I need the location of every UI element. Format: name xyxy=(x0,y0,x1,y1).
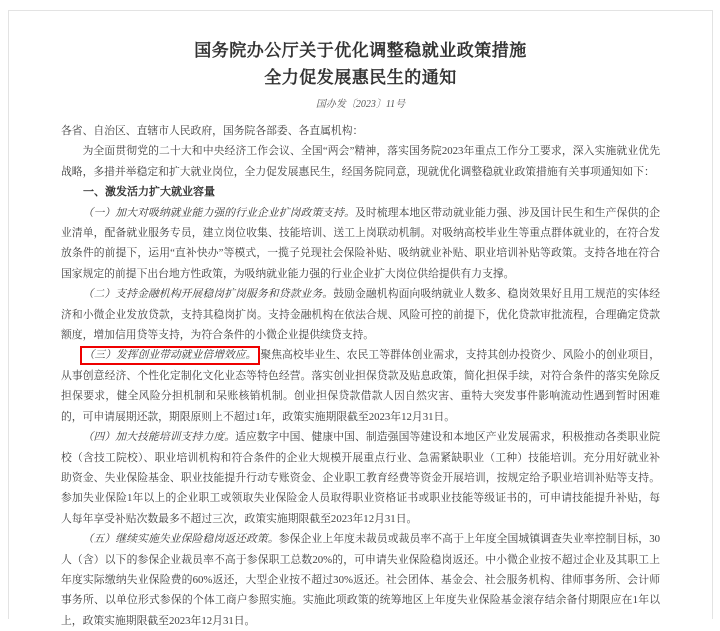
policy-paragraph-5-body: 参保企业上年度未裁员或裁员率不高于上年度全国城镇调查失业率控制目标，30人（含）以下的参保企业裁员率不高于参保职工总数20%的，可申请失业保险稳岗返还。中小微企业按不超过企业及其职工上年度实际缴纳失业保险费的60%返还，大型企业按不超过30%返还。社会团体、基金会、社会服务机构、律师事务所、会计师事务所、以单位形式参保的个体工商户参照实施。实施此项政策的统筹地区上年度失业保险基金滚存结余备付期限应在1年以上，政策实施期限截至2023年12月31日。 xyxy=(61,533,661,627)
title-line-1: 国务院办公厅关于优化调整稳就业政策措施 xyxy=(194,41,527,60)
policy-paragraph-2 xyxy=(61,284,660,345)
highlight-box xyxy=(80,346,261,365)
policy-paragraph-2-body: 鼓励金融机构面向吸纳就业人数多、稳岗效果好且用工规范的实体经济和小微企业发放贷款，支持其稳岗扩岗。支持金融机构在依法合规、风险可控的前提下，优化贷款审批流程，合理确定贷款额度，增加信用贷等支持，为符合条件的小微企业提供续贷支持。 xyxy=(61,288,661,342)
policy-paragraph-4 xyxy=(61,427,660,529)
policy-paragraph-1 xyxy=(61,203,660,285)
policy-paragraph-1-lead: （一）加大对吸纳就业能力强的行业企业扩岗政策支持。 xyxy=(82,206,355,219)
policy-paragraph-5-lead: （五）继续实施失业保险稳岗返还政策。 xyxy=(82,533,279,546)
policy-paragraph-5 xyxy=(61,529,660,631)
title-line-2: 全力促发展惠民生的通知 xyxy=(264,68,457,87)
intro-paragraph: 为全面贯彻党的二十大和中央经济工作会议、全国“两会”精神，落实国务院2023年重点工作分工要求，深入实施就业优先战略，多措并举稳定和扩大就业岗位，全力促发展惠民生，经国务院同意，现就优化调整稳就业政策措施有关事项通知如下： xyxy=(61,145,660,178)
policy-paragraph-2-lead: （二）支持金融机构开展稳岗扩岗服务和贷款业务。 xyxy=(82,288,334,301)
salutation: 各省、自治区、直辖市人民政府，国务院各部委、各直属机构： xyxy=(61,125,364,137)
policy-paragraph-4-lead: （四）加大技能培训支持力度。 xyxy=(82,431,236,444)
document-number: 国办发〔2023〕11号 xyxy=(315,99,406,110)
section-heading-1: 一、激发活力扩大就业容量 xyxy=(83,186,215,199)
policy-paragraph-4-body: 适应数字中国、健康中国、制造强国等建设和本地区产业发展需求，积极推动各类职业院校（含技工院校）、职业培训机构和符合条件的企业大规模开展重点行业、急需紧缺职业（工种）技能培训。充分用好就业补助资金、失业保险基金、职业技能提升行动专账资金、企业职工教育经费等资金开展培训，按规定给予职业培训补贴等支持。参加失业保险1年以上的企业职工或领取失业保险金人员取得职业资格证书或职业技能等级证书的，可申请技能提升补贴，每人每年享受补贴次数最多不超过三次，政策实施期限截至2023年12月31日。 xyxy=(61,431,661,525)
policy-paragraph-3-lead: （三）发挥创业带动就业倍增效应。 xyxy=(83,349,257,362)
document-body xyxy=(61,121,660,631)
document-page xyxy=(8,10,713,627)
page-title xyxy=(61,37,660,91)
policy-paragraph-1-body: 及时梳理本地区带动就业能力强、涉及国计民生和生产保供的企业清单，配备就业服务专员，建立岗位收集、技能培训、送工上岗联动机制。对吸纳高校毕业生等重点群体就业的，在符合发放条件的前提下，运用“直补快办”等模式，一揽子兑现社会保险补贴、吸纳就业补贴、职业培训补贴等政策。支持各地在符合国家规定的前提下出台地方性政策，为吸纳就业能力强的行业企业扩大岗位供给提供有力支撑。 xyxy=(61,206,660,280)
policy-paragraph-3 xyxy=(61,345,660,427)
policy-paragraph-3-body: 聚焦高校毕业生、农民工等群体创业需求，支持其创办投资少、风险小的创业项目，从事创意经济、个性化定制化文化业态等特色经营。落实创业担保贷款及贴息政策，简化担保手续，对符合条件的落实免除反担保要求，健全风险分担机制和呆账核销机制。创业担保贷款借款人因自然灾害、重特大突发事件影响流动性遇到暂时困难的，可申请展期还款，期限原则上不超过1年，政策实施期限截至2023年12月31日。 xyxy=(61,349,661,423)
